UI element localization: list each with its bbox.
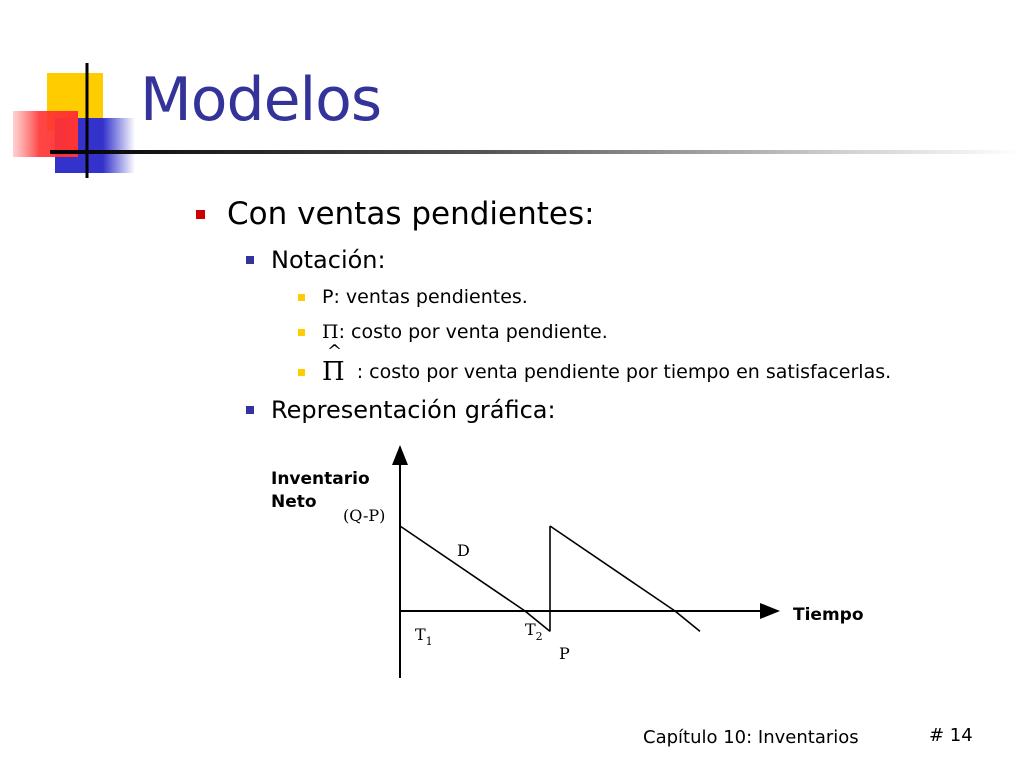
footer-chapter: Capítulo 10: Inventarios: [643, 727, 859, 748]
bullet-text: P: ventas pendientes.: [322, 286, 528, 308]
bullet-text: : costo por venta pendiente por tiempo en satisfacerlas.: [356, 361, 892, 383]
demand-label: D: [457, 541, 470, 560]
x-axis-label: Tiempo: [793, 605, 864, 625]
y-axis-label-line1: Inventario: [271, 469, 370, 489]
series-layer: [400, 526, 700, 631]
t1-label: $T_1$: [415, 625, 433, 648]
backorder-label: P: [559, 644, 570, 663]
inventory-line-segment: [550, 526, 675, 611]
hat-accent-icon: ^: [327, 341, 343, 362]
page-number: # 14: [929, 725, 973, 746]
inventory-line-segment: [400, 526, 525, 611]
y-axis-label-line2: Neto: [271, 492, 317, 512]
bullet-text: Notación:: [271, 246, 386, 274]
pi-hat-symbol: ^ Π: [322, 341, 345, 387]
pi-symbol: Π: [322, 321, 339, 343]
max-level-label: (Q-P): [343, 506, 386, 525]
inventory-line-segment: [675, 611, 700, 631]
slide-title: Modelos: [140, 65, 382, 135]
t2-label: $T_2$: [525, 620, 543, 643]
bullet-text: : costo por venta pendiente.: [338, 321, 608, 343]
bullet-text: Con ventas pendientes:: [227, 196, 595, 232]
bullet-text: Representación gráfica:: [271, 396, 556, 424]
